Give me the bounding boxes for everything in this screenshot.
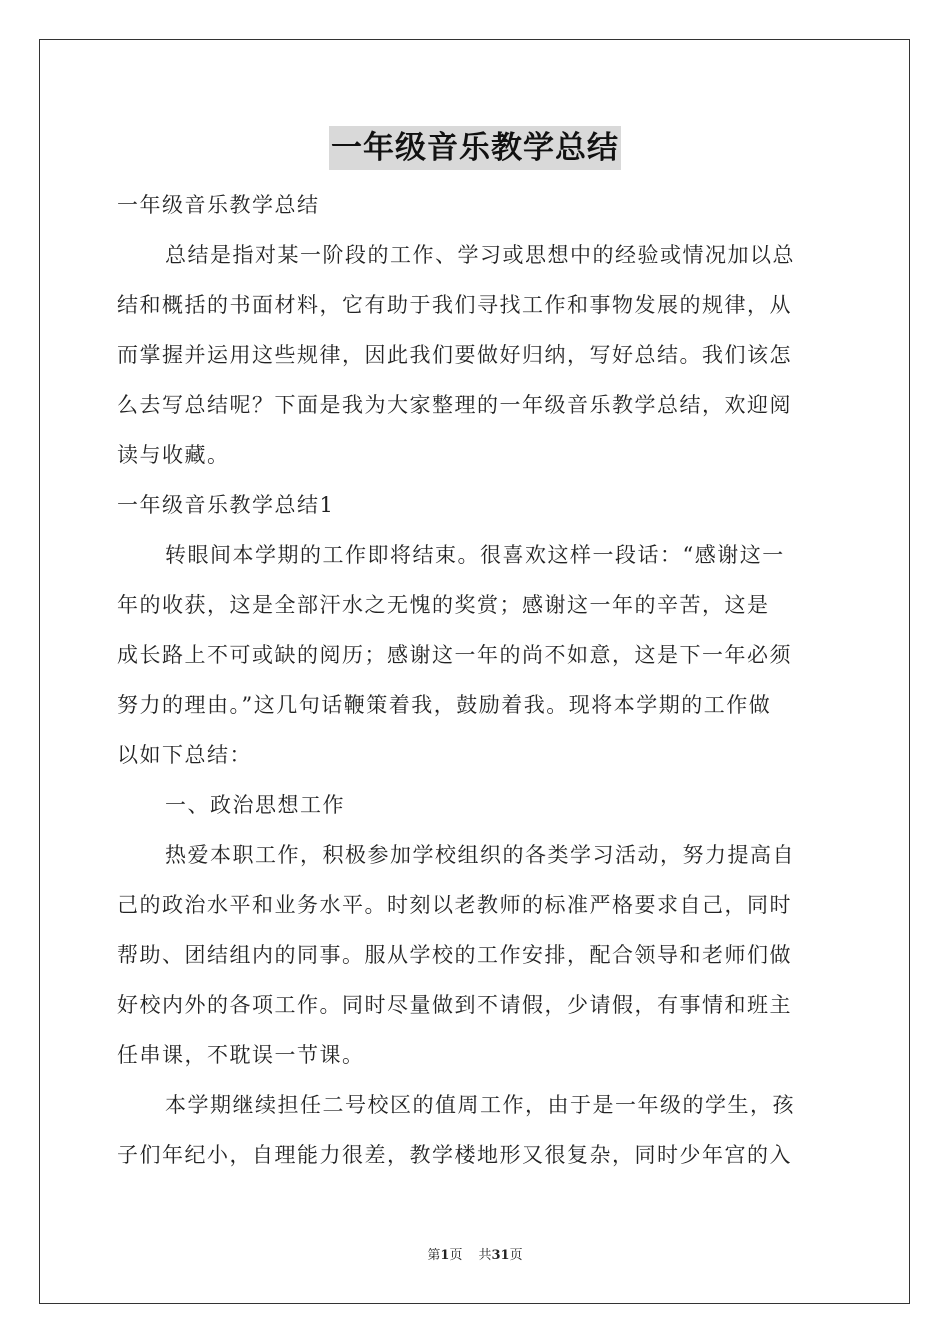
page-prefix: 第 bbox=[427, 1248, 441, 1263]
document-body bbox=[117, 180, 837, 1180]
text-line: 本学期继续担任二号校区的值周工作，由于是一年级的学生，孩 bbox=[165, 1093, 795, 1117]
text-line: 么去写总结呢？下面是我为大家整理的一年级音乐教学总结，欢迎阅 bbox=[117, 393, 792, 417]
text-line: 读与收藏。 bbox=[117, 443, 230, 467]
text-line: 转眼间本学期的工作即将结束。很喜欢这样一段话：“感谢这一 bbox=[165, 543, 785, 567]
total-prefix: 共 bbox=[478, 1248, 492, 1263]
text-line: 己的政治水平和业务水平。时刻以老教师的标准严格要求自己，同时 bbox=[117, 893, 792, 917]
page-footer bbox=[0, 1247, 950, 1265]
text-line: 而掌握并运用这些规律，因此我们要做好归纳，写好总结。我们该怎 bbox=[117, 343, 792, 367]
text-line: 帮助、团结组内的同事。服从学校的工作安排，配合领导和老师们做 bbox=[117, 943, 792, 967]
text-line: 努力的理由。”这几句话鞭策着我，鼓励着我。现将本学期的工作做 bbox=[117, 693, 772, 717]
text-line: 年的收获，这是全部汗水之无愧的奖赏；感谢这一年的辛苦，这是 bbox=[117, 593, 770, 617]
text-line: 一、政治思想工作 bbox=[165, 793, 345, 817]
document-title: 一年级音乐教学总结 bbox=[329, 126, 621, 170]
text-line: 好校内外的各项工作。同时尽量做到不请假，少请假，有事情和班主 bbox=[117, 993, 792, 1017]
total-suffix: 页 bbox=[509, 1248, 523, 1263]
text-line: 成长路上不可或缺的阅历；感谢这一年的尚不如意，这是下一年必须 bbox=[117, 643, 792, 667]
text-line: 一年级音乐教学总结 bbox=[117, 193, 320, 217]
text-line: 热爱本职工作，积极参加学校组织的各类学习活动，努力提高自 bbox=[165, 843, 795, 867]
page-number: 1 bbox=[440, 1248, 450, 1263]
text-line: 总结是指对某一阶段的工作、学习或思想中的经验或情况加以总 bbox=[165, 243, 795, 267]
total-pages: 31 bbox=[491, 1248, 510, 1263]
page-suffix: 页 bbox=[449, 1248, 463, 1263]
text-line: 任串课，不耽误一节课。 bbox=[117, 1043, 365, 1067]
text-line: 以如下总结： bbox=[117, 743, 252, 767]
text-line: 结和概括的书面材料，它有助于我们寻找工作和事物发展的规律，从 bbox=[117, 293, 792, 317]
title-area bbox=[0, 126, 950, 170]
text-line: 一年级音乐教学总结1 bbox=[117, 493, 335, 517]
text-line: 子们年纪小，自理能力很差，教学楼地形又很复杂，同时少年宫的入 bbox=[117, 1143, 792, 1167]
